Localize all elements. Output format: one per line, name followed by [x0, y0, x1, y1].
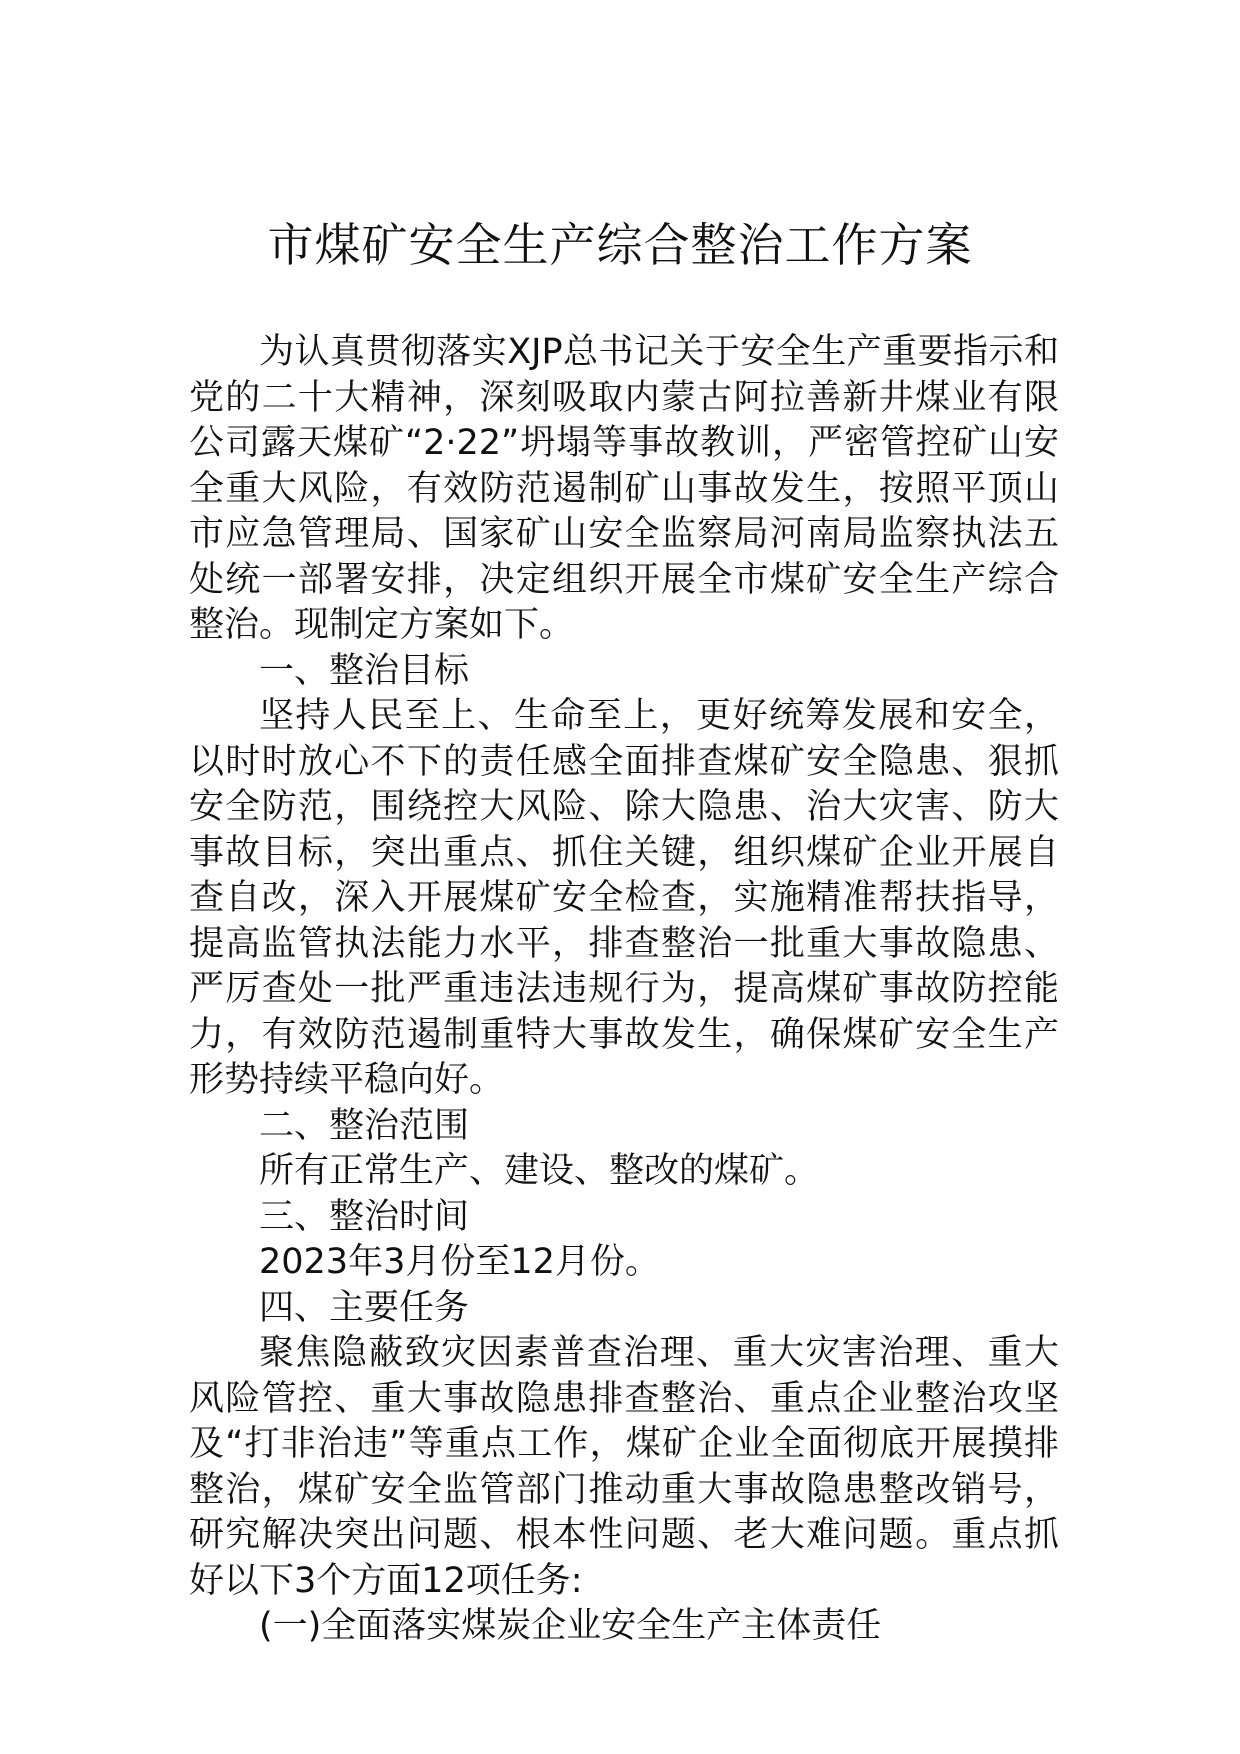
tasks-paragraph: 聚焦隐蔽致灾因素普查治理、重大灾害治理、重大风险管控、重大事故隐患排查整治、重点企业整治攻坚及“打非治违”等重点工作，煤矿企业全面彻底开展摸排整治，煤矿安全监管部门推动重大事故隐患整改销号，研究解决突出问题、根本性问题、老大难问题。重点抓好以下3个方面12项任务:	[189, 1333, 1059, 1601]
section-heading-time: 三、整治时间	[259, 1196, 470, 1237]
section-heading-tasks: 四、主要任务	[259, 1287, 470, 1328]
document-body	[189, 330, 1059, 1650]
scope-paragraph: 所有正常生产、建设、整改的煤矿。	[259, 1151, 820, 1191]
subsection-heading-1: (一)全面落实煤炭企业安全生产主体责任	[259, 1606, 882, 1646]
time-paragraph: 2023年3月份至12月份。	[259, 1242, 660, 1282]
section-heading-scope: 二、整治范围	[259, 1105, 470, 1146]
section-heading-goal: 一、整治目标	[259, 650, 470, 691]
document-title: 市煤矿安全生产综合整治工作方案	[267, 218, 973, 272]
intro-paragraph: 为认真贯彻落实XJP总书记关于安全生产重要指示和党的二十大精神，深刻吸取内蒙古阿拉善新井煤业有限公司露天煤矿“2·22”坍塌等事故教训，严密管控矿山安全重大风险，有效防范遏制矿山事故发生，按照平顶山市应急管理局、国家矿山安全监察局河南局监察执法五处统一部署安排，决定组织开展全市煤矿安全生产综合整治。现制定方案如下。	[189, 332, 1059, 645]
goal-paragraph: 坚持人民至上、生命至上，更好统筹发展和安全，以时时放心不下的责任感全面排查煤矿安全隐患、狠抓安全防范，围绕控大风险、除大隐患、治大灾害、防大事故目标，突出重点、抓住关键，组织煤矿企业开展自查自改，深入开展煤矿安全检查，实施精准帮扶指导，提高监管执法能力水平，排查整治一批重大事故隐患、严厉查处一批严重违法违规行为，提高煤矿事故防控能力，有效防范遏制重特大事故发生，确保煤矿安全生产形势持续平稳向好。	[189, 696, 1059, 1100]
